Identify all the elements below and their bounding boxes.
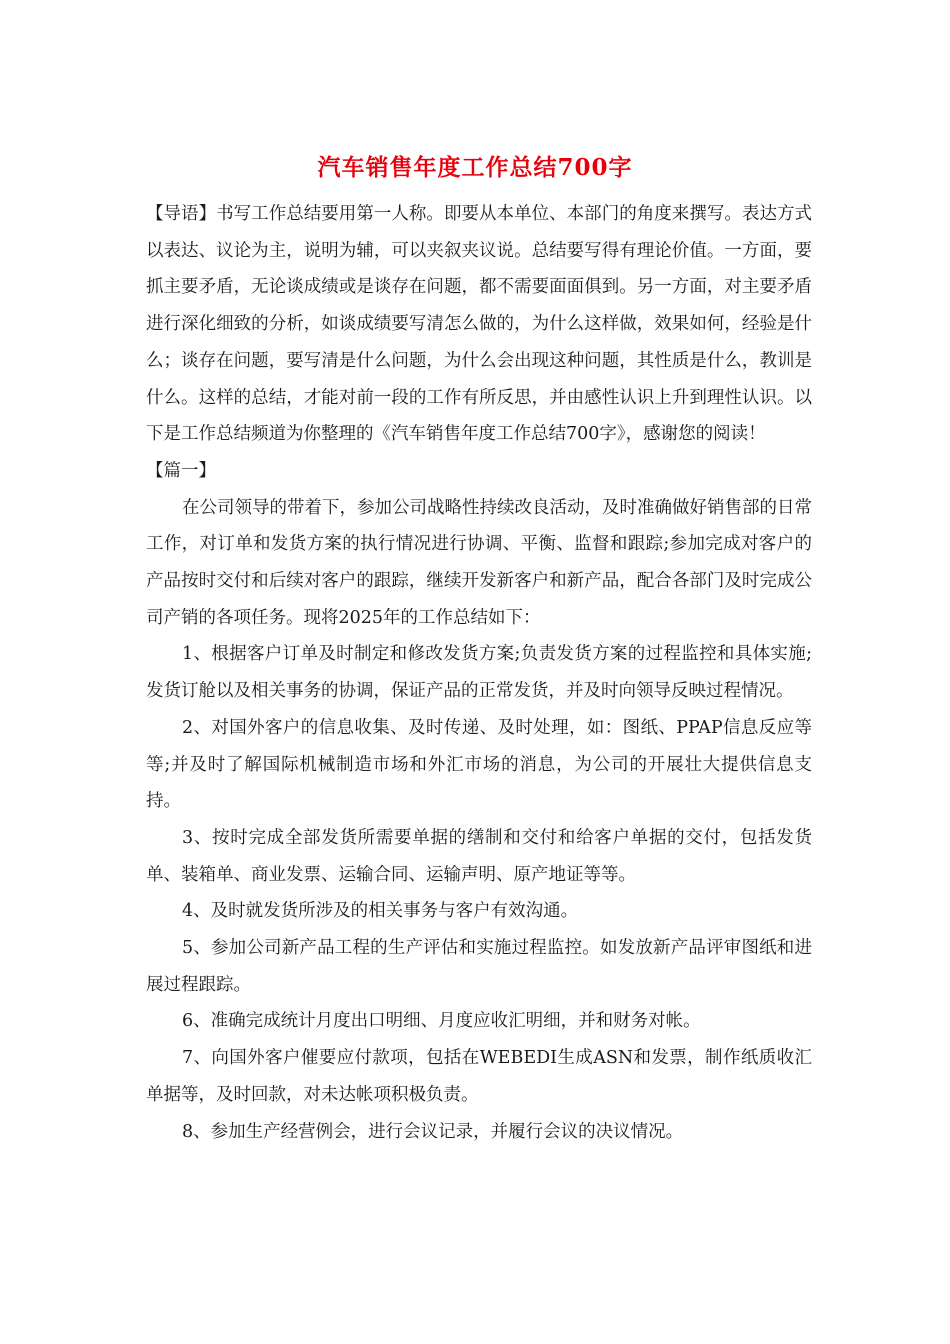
- list-item: 5、参加公司新产品工程的生产评估和实施过程监控。如发放新产品评审图纸和进展过程跟踪。: [146, 938, 812, 995]
- document-body: [146, 196, 812, 1150]
- section-heading: 【篇一】: [146, 460, 216, 481]
- intro-paragraph: 【导语】书写工作总结要用第一人称。即要从本单位、本部门的角度来撰写。表达方式以表达、议论为主，说明为辅，可以夹叙夹议说。总结要写得有理论价值。一方面，要抓主要矛盾，无论谈成绩或是谈存在问题，都不需要面面俱到。另一方面，对主要矛盾进行深化细致的分析，如谈成绩要写清怎么做的，为什么这样做，效果如何，经验是什么；谈存在问题，要写清是什么问题，为什么会出现这种问题，其性质是什么，教训是什么。这样的总结，才能对前一段的工作有所反思，并由感性认识上升到理性认识。以下是工作总结频道为你整理的《汽车销售年度工作总结700字》，感谢您的阅读！: [146, 204, 812, 445]
- list-item: 7、向国外客户催要应付款项，包括在WEBEDI生成ASN和发票，制作纸质收汇单据等，及时回款，对未达帐项积极负责。: [146, 1048, 812, 1105]
- list-item: 2、对国外客户的信息收集、及时传递、及时处理，如：图纸、PPAP信息反应等等;并及时了解国际机械制造市场和外汇市场的消息，为公司的开展壮大提供信息支持。: [146, 717, 812, 812]
- body-paragraph: 在公司领导的带着下，参加公司战略性持续改良活动，及时准确做好销售部的日常工作，对订单和发货方案的执行情况进行协调、平衡、监督和跟踪;参加完成对客户的产品按时交付和后续对客户的跟踪，继续开发新客户和新产品，配合各部门及时完成公司产销的各项任务。现将2025年的工作总结如下：: [146, 497, 812, 628]
- list-item: 1、根据客户订单及时制定和修改发货方案;负责发货方案的过程监控和具体实施;发货订舱以及相关事务的协调，保证产品的正常发货，并及时向领导反映过程情况。: [146, 644, 812, 702]
- document-title: 汽车销售年度工作总结700字: [317, 154, 633, 181]
- list-item: 3、按时完成全部发货所需要单据的缮制和交付和给客户单据的交付，包括发货单、装箱单、商业发票、运输合同、运输声明、原产地证等等。: [146, 827, 812, 885]
- list-item: 8、参加生产经营例会，进行会议记录，并履行会议的决议情况。: [182, 1121, 684, 1142]
- list-item: 4、及时就发货所涉及的相关事务与客户有效沟通。: [182, 901, 579, 922]
- list-item: 6、准确完成统计月度出口明细、月度应收汇明细，并和财务对帐。: [182, 1011, 701, 1032]
